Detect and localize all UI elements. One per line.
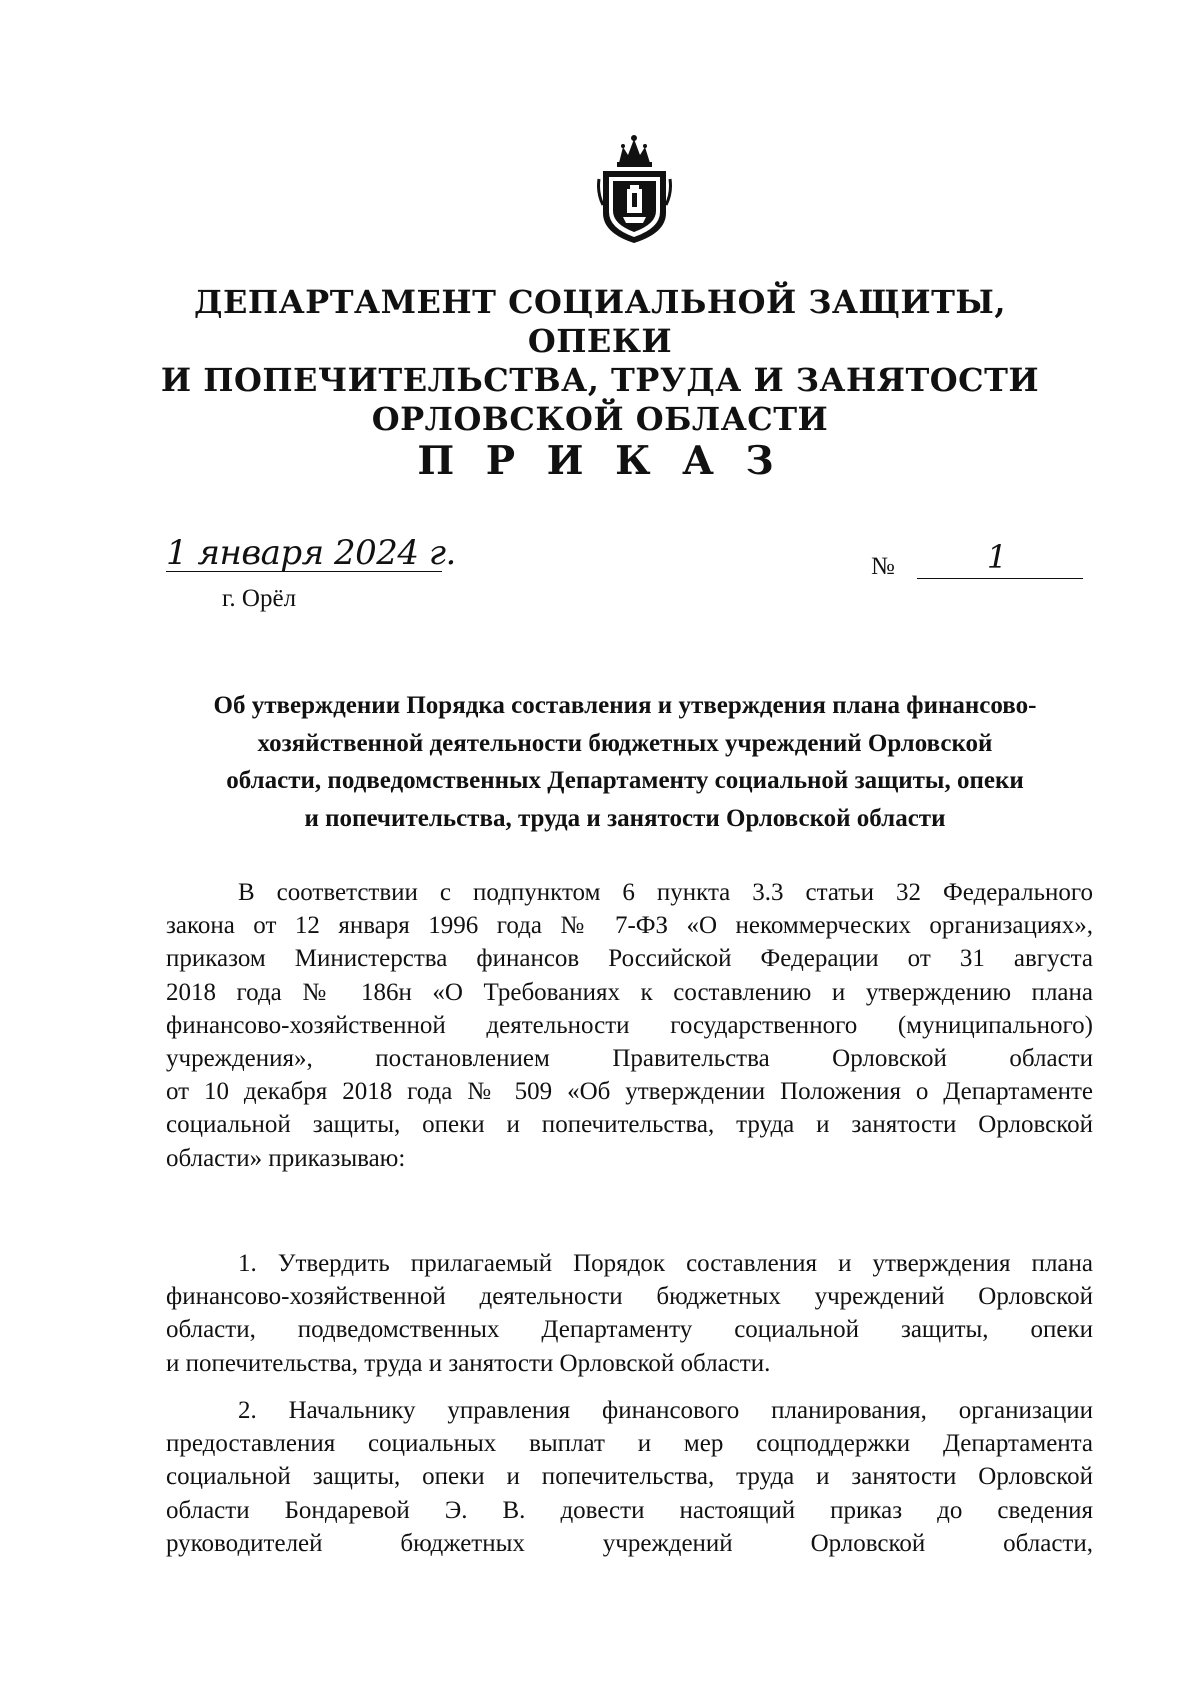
paragraph-line: финансово-хозяйственной деятельности бюджетных учреждений Орловской: [166, 1283, 1093, 1311]
handwritten-number: 1: [986, 538, 1008, 576]
number-underline: [917, 578, 1083, 579]
paragraph-line: В соответствии с подпунктом 6 пункта 3.3 статьи 32 Федерального: [238, 879, 1093, 906]
date-underline: [166, 571, 442, 572]
order-subject: [158, 687, 1092, 837]
preamble-paragraph: [166, 876, 1093, 1175]
number-label: №: [871, 553, 895, 580]
item-2-paragraph: [166, 1394, 1093, 1560]
document-type-title: П Р И К А З: [417, 438, 783, 484]
department-line: И ПОПЕЧИТЕЛЬСТВА, ТРУДА И ЗАНЯТОСТИ: [160, 361, 1040, 399]
paragraph-line: области» приказываю:: [166, 1144, 406, 1172]
paragraph-line: области, подведомственных Департаменту социальной защиты, опеки: [166, 1316, 1093, 1344]
department-line: ОРЛОВСКОЙ ОБЛАСТИ: [371, 400, 829, 438]
subject-line: и попечительства, труда и занятости Орловской области: [304, 804, 946, 832]
paragraph-line: 2018 года № 186н «О Требованиях к составлению и утверждению плана: [166, 978, 1093, 1006]
subject-line: области, подведомственных Департаменту социальной защиты, опеки: [226, 767, 1024, 794]
item-1-paragraph: [166, 1247, 1093, 1380]
subject-line: Об утверждении Порядка составления и утверждения плана финансово-: [213, 692, 1037, 719]
paragraph-line: социальной защиты, опеки и попечительства, труда и занятости Орловской: [166, 1111, 1093, 1139]
paragraph-line: финансово-хозяйственной деятельности государственного (муниципального): [166, 1011, 1093, 1039]
paragraph-line: и попечительства, труда и занятости Орловской области.: [166, 1349, 771, 1377]
paragraph-line: приказом Министерства финансов Российской Федерации от 31 августа: [166, 945, 1093, 973]
paragraph-line: от 10 декабря 2018 года № 509 «Об утверждении Положения о Департаменте: [166, 1078, 1093, 1106]
paragraph-line: 1. Утвердить прилагаемый Порядок составления и утверждения плана: [238, 1250, 1093, 1277]
paragraph-line: учреждения», постановлением Правительства Орловской области: [166, 1045, 1093, 1073]
paragraph-line: предоставления социальных выплат и мер соцподдержки Департамента: [166, 1430, 1093, 1458]
paragraph-line: закона от 12 января 1996 года № 7-ФЗ «О некоммерческих организациях»,: [166, 912, 1093, 940]
paragraph-line: руководителей бюджетных учреждений Орловской области,: [166, 1529, 1093, 1557]
coat-of-arms-icon: [597, 133, 672, 245]
subject-line: хозяйственной деятельности бюджетных учреждений Орловской: [257, 729, 993, 757]
department-name: [150, 283, 1050, 439]
paragraph-line: 2. Начальнику управления финансового планирования, организации: [238, 1397, 1093, 1424]
paragraph-line: области Бондаревой Э. В. довести настоящий приказ до сведения: [166, 1496, 1093, 1524]
handwritten-date: 1 января 2024 г.: [166, 533, 456, 573]
city-label: г. Орёл: [222, 585, 297, 612]
paragraph-line: социальной защиты, опеки и попечительства, труда и занятости Орловской: [166, 1463, 1093, 1491]
department-line: ДЕПАРТАМЕНТ СОЦИАЛЬНОЙ ЗАЩИТЫ, ОПЕКИ: [194, 283, 1006, 360]
